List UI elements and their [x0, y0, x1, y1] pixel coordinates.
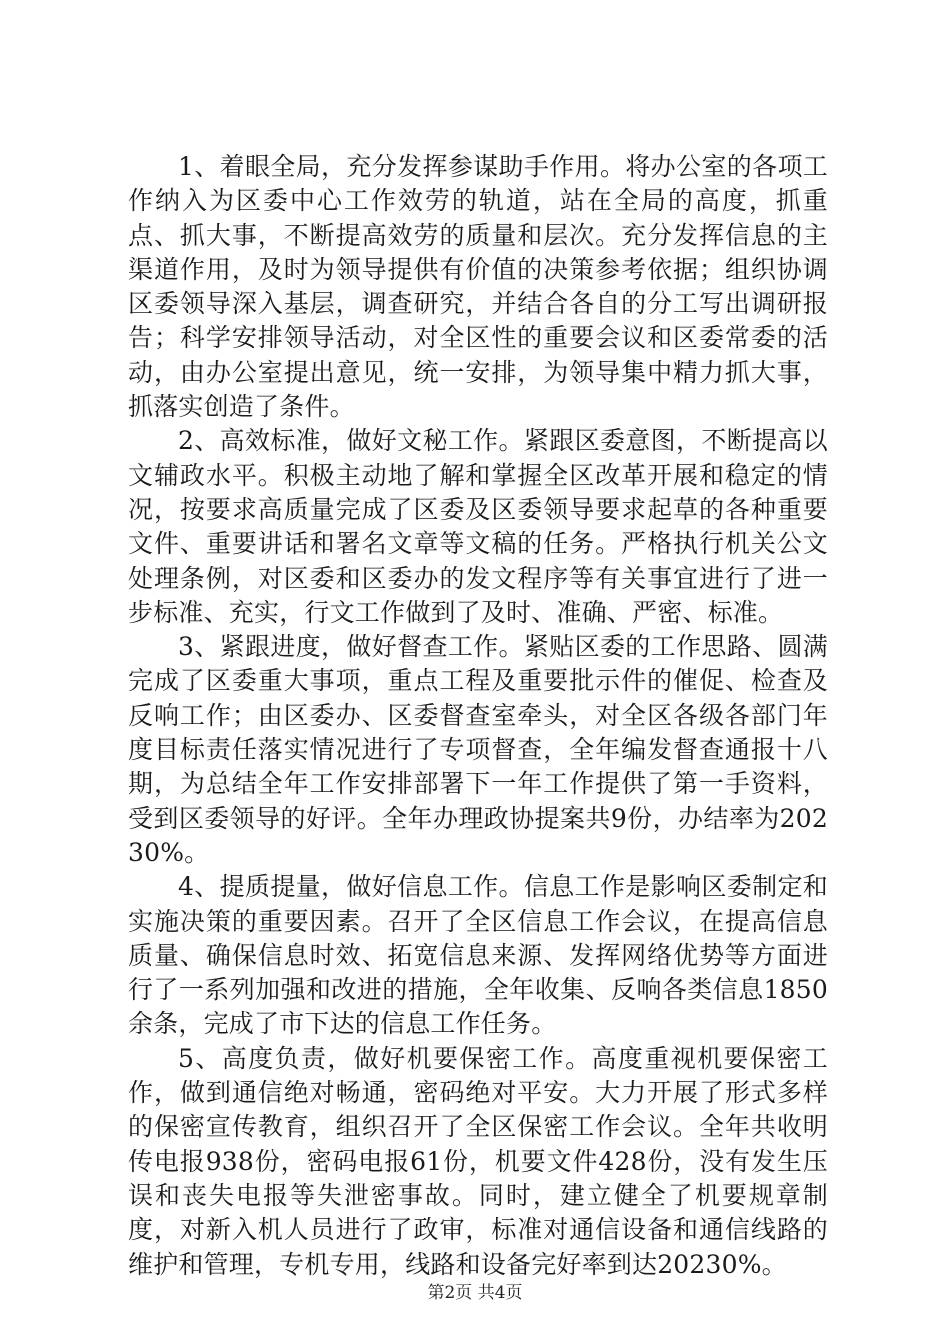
- paragraph-4: 4、提质提量，做好信息工作。信息工作是影响区委制定和实施决策的重要因素。召开了全区信息工作会议，在提高信息质量、确保信息时效、拓宽信息来源、发挥网络优势等方面进行了一系列加强和改进的措施，全年收集、反响各类信息1850余条，完成了市下达的信息工作任务。: [128, 872, 828, 1039]
- paragraph-1: 1、着眼全局，充分发挥参谋助手作用。将办公室的各项工作纳入为区委中心工作效劳的轨道，站在全局的高度，抓重点、抓大事，不断提高效劳的质量和层次。充分发挥信息的主渠道作用，及时为领导提供有价值的决策参考依据；组织协调区委领导深入基层，调查研究，并结合各自的分工写出调研报告；科学安排领导活动，对全区性的重要会议和区委常委的活动，由办公室提出意见，统一安排，为领导集中精力抓大事，抓落实创造了条件。: [128, 152, 828, 422]
- paragraph-2: 2、高效标准，做好文秘工作。紧跟区委意图，不断提高以文辅政水平。积极主动地了解和掌握全区改革开展和稳定的情况，按要求高质量完成了区委及区委领导要求起草的各种重要文件、重要讲话和署名文章等文稿的任务。严格执行机关公文处理条例，对区委和区委办的发文程序等有关事宜进行了进一步标准、充实，行文工作做到了及时、准确、严密、标准。: [128, 426, 828, 627]
- paragraph-5: 5、高度负责，做好机要保密工作。高度重视机要保密工作，做到通信绝对畅通，密码绝对平安。大力开展了形式多样的保密宣传教育，组织召开了全区保密工作会议。全年共收明传电报938份，密码电报61份，机要文件428份，没有发生压误和丧失电报等失泄密事故。同时，建立健全了机要规章制度，对新入机人员进行了政审，标准对通信设备和通信线路的维护和管理，专机专用，线路和设备完好率到达20230%。: [128, 1043, 828, 1279]
- document-body: [128, 150, 828, 1282]
- page-number-footer: 第2页 共4页: [427, 1283, 523, 1303]
- paragraph-3: 3、紧跟进度，做好督查工作。紧贴区委的工作思路、圆满完成了区委重大事项，重点工程及重要批示件的催促、检查及反响工作；由区委办、区委督查室牵头，对全区各级各部门年度目标责任落实情况进行了专项督查，全年编发督查通报十八期，为总结全年工作安排部署下一年工作提供了第一手资料，受到区委领导的好评。全年办理政协提案共9份，办结率为20230%。: [128, 632, 828, 867]
